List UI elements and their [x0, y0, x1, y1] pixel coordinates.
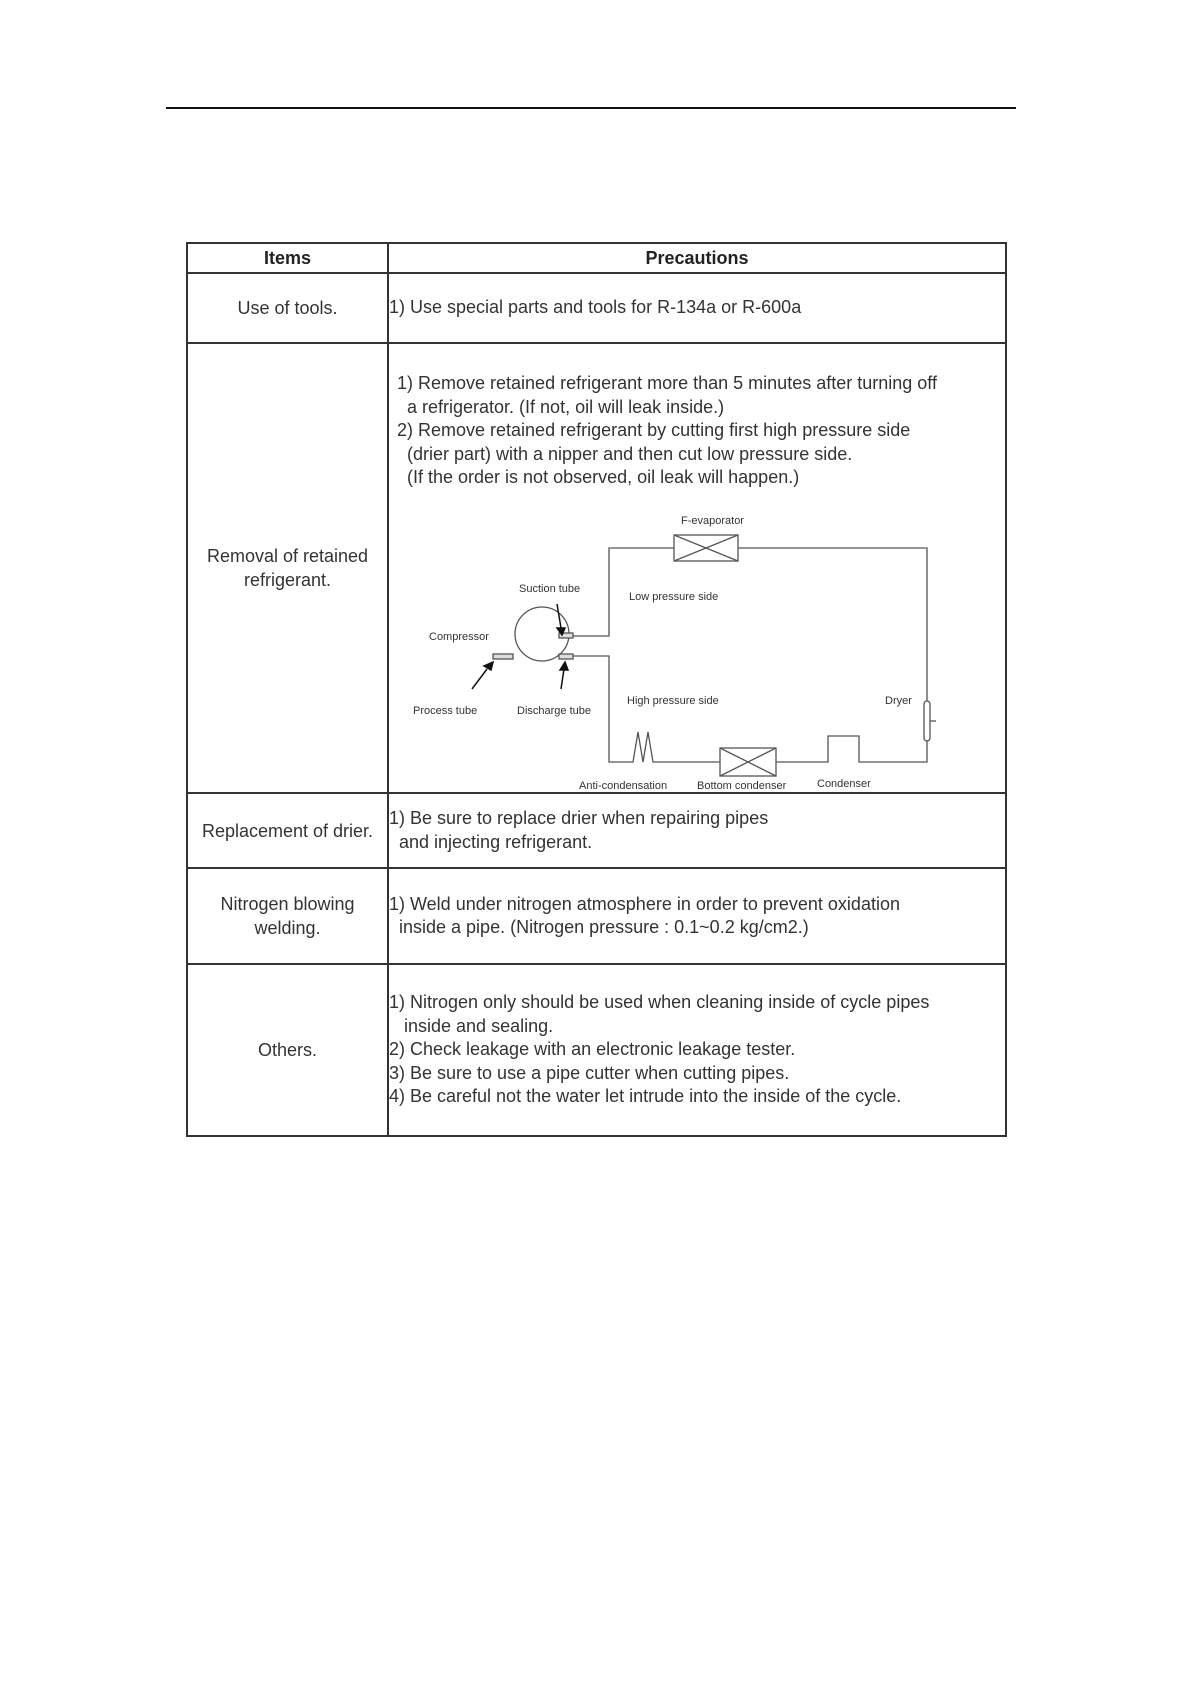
precaution-line: inside and sealing.: [389, 1015, 554, 1036]
precautions-table: [186, 242, 1007, 1137]
precaution-line: 1) Be sure to replace drier when repairing pipes: [389, 808, 769, 828]
item-cell: [187, 273, 388, 343]
precaution-cell: [388, 964, 1006, 1136]
item-cell: [187, 343, 388, 793]
precaution-line: 2) Remove retained refrigerant by cutting first high pressure side: [397, 420, 911, 440]
table-row: [187, 273, 1006, 343]
precaution-cell: [388, 343, 1006, 793]
label-high-pressure-side: High pressure side: [627, 695, 719, 707]
precaution-line: 1) Remove retained refrigerant more than 5 minutes after turning off: [397, 373, 937, 393]
table-row: [187, 868, 1006, 964]
label-process-tube: Process tube: [413, 705, 478, 717]
label-compressor: Compressor: [429, 631, 489, 643]
table-row: [187, 343, 1006, 793]
header-rule: [166, 107, 1016, 109]
item-label: Removal of retained: [206, 546, 369, 566]
label-f-evaporator: F-evaporator: [681, 515, 744, 527]
table-row: [187, 793, 1006, 868]
precaution-cell: [388, 273, 1006, 343]
item-label: Replacement of drier.: [201, 820, 374, 841]
label-condenser: Condenser: [817, 778, 871, 790]
precaution-line: (drier part) with a nipper and then cut low pressure side.: [397, 443, 853, 464]
precaution-line: 3) Be sure to use a pipe cutter when cutting pipes.: [389, 1062, 790, 1083]
precaution-line: 1) Weld under nitrogen atmosphere in order to prevent oxidation: [389, 893, 900, 914]
label-dryer: Dryer: [885, 695, 912, 707]
label-discharge-tube: Discharge tube: [517, 705, 591, 717]
precaution-cell: [388, 868, 1006, 964]
item-label: Others.: [257, 1040, 318, 1060]
label-suction-tube: Suction tube: [519, 583, 581, 595]
item-cell: [187, 964, 388, 1136]
label-low-pressure-side: Low pressure side: [629, 591, 719, 603]
precaution-cell: [388, 793, 1006, 868]
precaution-line: and injecting refrigerant.: [389, 831, 593, 852]
table-header-row: [187, 243, 1006, 273]
column-header-items: Items: [187, 243, 388, 273]
item-label: Use of tools.: [237, 298, 338, 318]
item-cell: [187, 868, 388, 964]
precaution-line: 1) Nitrogen only should be used when cleaning inside of cycle pipes: [389, 992, 930, 1013]
precaution-line: 2) Check leakage with an electronic leakage tester.: [389, 1039, 796, 1060]
precaution-line: a refrigerator. (If not, oil will leak inside.): [397, 396, 725, 417]
item-cell: [187, 793, 388, 868]
precaution-line: 1) Use special parts and tools for R-134a or R-600a: [389, 297, 802, 318]
item-label: refrigerant.: [243, 570, 332, 590]
item-label: welding.: [254, 918, 321, 938]
dryer-symbol: [924, 701, 930, 741]
precaution-line: inside a pipe. (Nitrogen pressure : 0.1~0.2 kg/cm2.): [389, 917, 809, 937]
label-anti-condensation: Anti-condensation: [579, 780, 668, 792]
item-label: Nitrogen blowing: [220, 894, 355, 914]
precaution-line: (If the order is not observed, oil leak will happen.): [397, 467, 800, 487]
column-header-precautions: Precautions: [388, 243, 1006, 273]
precaution-line: 4) Be careful not the water let intrude into the inside of the cycle.: [389, 1086, 902, 1107]
label-bottom-condenser: Bottom condenser: [697, 780, 787, 792]
table-row: [187, 964, 1006, 1136]
